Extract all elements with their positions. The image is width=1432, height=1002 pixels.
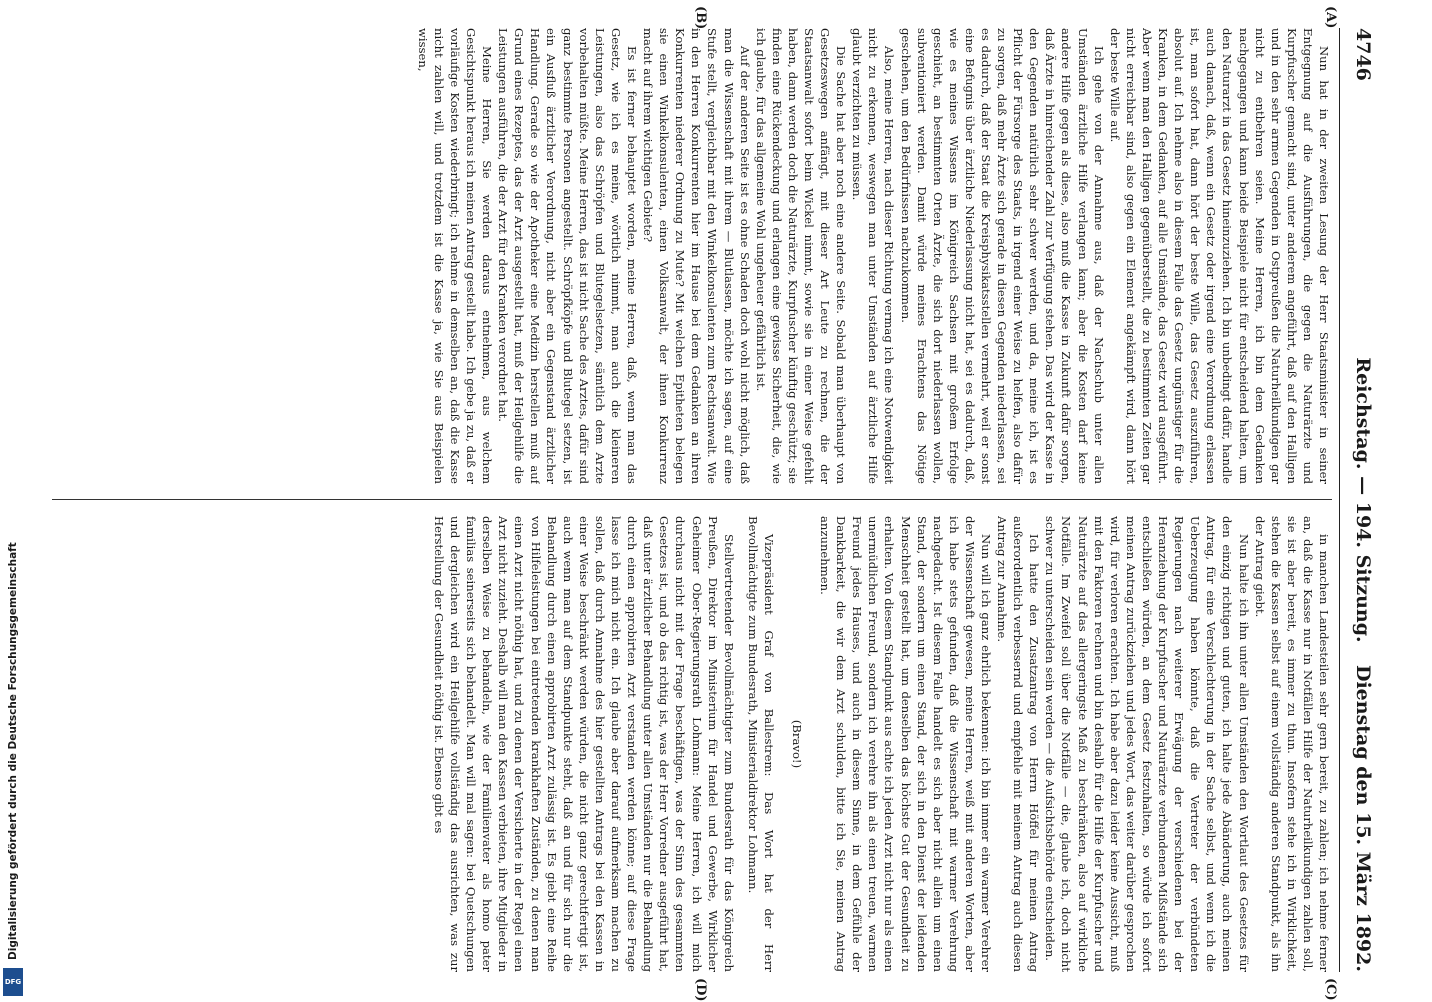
digitization-footer [0, 0, 26, 1000]
paragraph: Nun will ich ganz ehrlich bekennen: ich bin immer ein warmer Verehrer der Wissenschaft gewesen, meine Herren, weiß mit anderen Worten, aber ich habe stets gefunden, daß die Wissenschaft mit warmer Verehrung nachgedacht. Ist diesem Falle handelt es sich aber nicht allein um einen Stand, der sondern um einen Stand, der sich in den Dienst der leidenden Menschheit gestellt hat, um denselben das höchste Gut der Gesundheit zu erhalten. Von diesem Standpunkt aus achte ich jeden Arzt nicht nur als einen unermüdlichen Freund, sondern ich verehre ihn als einen treuen, warmen Freund jedes Hauses, und auch in diesem Sinne, in dem Gefühle der Dankbarkeit, die wir dem Arzt schulden, bitte ich Sie, meinen Antrag anzunehmen. [818, 516, 994, 972]
page-header [1339, 28, 1380, 972]
left-column [42, 28, 1332, 484]
margin-label-d: (D) [693, 978, 708, 1002]
session-title: Reichstag. — 194. Sitzung. [1352, 357, 1374, 643]
footer-credit: Digitalisierung gefördert durch die Deutsche Forschungsgemeinschaft [7, 542, 19, 960]
document-page [26, 0, 1398, 1000]
session-date: Dienstag den 15. März 1892. [1352, 664, 1374, 972]
paragraph: Nun hat in der zweiten Lesung der Herr Staatsminister in seiner Entgegnung auf die Ausführungen, die gegen die Naturärzte und Kurpfuscher gemacht sind, unter anderem angeführt, daß auf den Halligen und in den sehr armen Gegenden in Ostpreußen die Naturheilkundigen gar nicht zu entbehren seien. Meine Herren, ich bin dem Gedanken nachgegangen und kann beide Beispiele nicht für entscheidend halten, um den Naturarzt in das Gesetz hineinzuziehen. Ich bin unbedingt dafür, handle auch danach, daß, wenn ein Gesetz oder irgend eine Verordnung erlassen ist, man sofort hat, dann hört der beste Wille, das Gesetz auszuführen, absolut auf. Ich nehme also in diesem Falle das Gesetz ungünstiger für die Kranken, in dem Gedanken, auf alle Umstände, das Gesetz wird ausgeführt. Aber wenn man den Halligen gegenüberstellt, die zu bestimmten Zeiten gar nicht erreichbar sind, also gegen ein Element angekämpft wird, dann hört der beste Wille auf. [1107, 28, 1331, 484]
margin-label-b: (B) [693, 6, 708, 30]
paragraph: Auf der anderen Seite ist es ohne Schaden doch wohl nicht möglich, daß man die Wissenschaft mit ihrem — Blutlassen, möchte ich sagen, auf eine Stufe stellt, vergleichbar mit den Winkelkonsulenten zum Rechtsanwalt. Wie in den Herren Konkurrenten hier im Hause bei dem Gedanken an ihren Konkurrenten niederer Ordnung zu Mute? Mit welchen Epitheten belegen sie einen Winkelkonsulenten, einen Volksanwalt, der ihnen Konkurrenz macht auf ihrem wichtigen Gebiete? [641, 28, 752, 484]
margin-label-a: (A) [1323, 6, 1338, 29]
speaker-paragraph: Vizepräsident Graf von Ballestrem: Das Wort hat der Herr Bevollmächtigte zum Bundesrath, Ministerialdirektor Lohmann. [745, 516, 776, 972]
margin-label-c: (C) [1323, 978, 1338, 1001]
paragraph: in manchen Landesteilen sehr gern bereit, zu zahlen; ich nehme ferner an, daß die Kasse nur in Notfällen Hilfe der Naturheilkundigen zahlen soll, sie ist aber bereit, es immer zu thun. Insofern stehe ich in Wirklichkeit, stehen die Kassen selbst auf einem vollständig anderen Standpunkt, als ihn der Antrag giebt. [1252, 516, 1331, 972]
speaker-paragraph: Stellvertretender Bevollmächtigter zum Bundesrath für das Königreich Preußen, Direktor im Ministerium für Handel und Gewerbe, Wirklicher Geheimer Ober-Regierungsrath Lohmann: Meine Herren, ich will mich durchaus nicht mit der Frage beschäftigen, was der Sinn des gesammten Gesetzes ist, und ob das richtig ist, was der Herr Vorredner ausgeführt hat, daß unter ärztlicher Behandlung unter allen Umständen nur die Behandlung durch einen approbirten Arzt verstanden werden könne; auf diese Frage lasse ich mich nicht ein. Ich glaube aber darauf aufmerksam machen zu sollen, daß durch Annahme des hier gestellten Antrags bei den Kassen in einer Weise beschränkt werden würden, die nicht ganz gerechtfertigt ist, auch wenn man auf dem Standpunkte steht, daß an und für sich nur die Behandlung durch einen approbirten Arzt zulässig ist. Es giebt eine Reihe von Hilfeleistungen bei eintretenden krankhaften Zuständen, zu denen man einen Arzt nicht nöthig hat, und zu denen der Versicherte in der Regel einen Arzt nicht zuzieht. Deshalb will man den Kassen verbieten, ihre Mitglieder in derselben Weise zu behandeln, wie der Familienvater als homo pater familias seinerseits sich behandelt. Man will mal sagen: bei Quetschungen und dergleichen wird ein Heilgehilfe vollständig das ausrichten, was zur Herstellung der Gesundheit nöthig ist. Ebenso gibt es [432, 516, 736, 972]
applause-note: (Bravo!) [790, 719, 804, 769]
page-number: 4746 [1352, 28, 1374, 81]
paragraph: Nun halte ich ihn unter allen Umständen den Wortlaut des Gesetzes für den einzig richtigen und guten, ich halte jede Abänderung, auch meinen Antrag, für eine Verschlechterung in der Sache selbst, und wenn ich die Ueberzeugung haben könnte, daß die Vertreter der verbündeten Regierungen nach weiterer Erwägung der verschiedenen bei der Heranziehung der Kurpfuscher und Naturärzte verbundenen Mißstände sich entschließen würden, an dem Gesetz festzuhalten, so würde ich sofort meinen Antrag zurückziehen und jedes Wort, das weiter darüber gesprochen wird, für verloren erachten. Ich habe aber dazu leider keine Aussicht, muß mit den Faktoren rechnen und bin deshalb für die Hilfe der Kurpfuscher und Naturärzte auf das allergeringste Maß zu beschränken, also auf wirkliche Notfälle. Im Zweifel soll über die Notfälle — die, glaube ich, doch nicht schwer zu unterscheiden sein werden — die Aufsichtsbehörde entscheiden. [1043, 516, 1251, 972]
paragraph: Ich gehe von der Annahme aus, daß der Nachschub unter allen Umständen ärztliche Hilfe verlangen kann; aber die Kosten darf keine andere Hilfe gegen als diese, also muß die Kasse in Zukunft dafür sorgen, daß Ärzte in hinreichender Zahl zur Verfügung stehen. Das wird der Kasse in den Gegenden natürlich sehr schwer werden, und da, meine ich, ist es Pflicht der Fürsorge des Staats, in irgend einer Weise zu helfen, also dafür zu sorgen, daß mehr Ärzte sich gerade in diesen Gegenden niederlassen, sei es dadurch, daß der Staat die Kreisphysikatsstellen vermehrt, weil er sonst eine Befugnis über ärztliche Niederlassung nicht hat, sei es dadurch, daß, wie es meines Wissens im Königreich Sachsen mit großem Erfolge geschieht, an bestimmten Orten Ärzte, die sich dort niederlassen wollen, subventioniert werden. Damit würde meines Erachtens das Nötige geschehen, um den Bedürfnissen nachzukommen. [898, 28, 1106, 484]
dfg-logo: DFG [3, 968, 23, 996]
column-divider [52, 499, 1332, 500]
paragraph: Die Sache hat aber noch eine andere Seite. Sobald man überhaupt von Gesetzeswegen anfängt, mit dieser Art Leute zu rechnen, die der Staatsanwalt sofort beim Wickel nimmt, sowie sie in einer Weise gefehlt haben, dann werden doch die Naturärzte, Kurpfuscher künftig geschützt; sie finden eine Rückendeckung und erlangen eine gewisse Sicherheit, die, wie ich glaube, für das allgemeine Wohl ungeheuer gefährlich ist. [753, 28, 849, 484]
paragraph: Es ist ferner behauptet worden, meine Herren, daß, wenn man das Gesetz, wie ich es meine, wörtlich nimmt, man auch die kleineren Leistungen, also das Schröpfen und Blutegelsetzen, sämtlich dem Arzte vorbehalten müßte. Meine Herren, das ist nicht Sache des Arztes, dafür sind ganz bestimmte Personen angestellt. Schröpfköpfe und Blutegel setzen, ist ein Ausfluß ärztlicher Verordnung, nicht aber ein Gegenstand ärztlicher Handlung. Gerade so wie der Apotheker eine Medizin herstellen muß auf Grund eines Rezeptes, das der Arzt ausgestellt hat, muß der Heilgehilfe die Leistungen ausführen, die der Arzt für den Kranken verordnet hat. [496, 28, 639, 484]
paragraph: Meine Herren, Sie werden daraus entnehmen, aus welchem Gesichtspunkt heraus ich meinen Antrag gestellt habe. Ich gebe ja zu, daß er vorläufige Kosten wiederbringt; ich nehme in demselben an, daß die Kasse nicht zahlen will, und trotzdem ist die Kasse ja, wie Sie aus Beispielen wissen, [415, 28, 495, 484]
right-column [42, 516, 1332, 972]
paragraph: Ich hatte den Zusatzantrag von Herrn Höffel für meinen Antrag außerordentlich verbessernd und empfehle mit meinem Antrag auch diesen Antrag zur Annahme. [995, 516, 1042, 972]
paragraph: Also, meine Herren, nach dieser Richtung vermag ich eine Notwendigkeit nicht zu erkennen, weswegen man unter Umständen auf ärztliche Hilfe glaubt verzichten zu müssen. [850, 28, 897, 484]
